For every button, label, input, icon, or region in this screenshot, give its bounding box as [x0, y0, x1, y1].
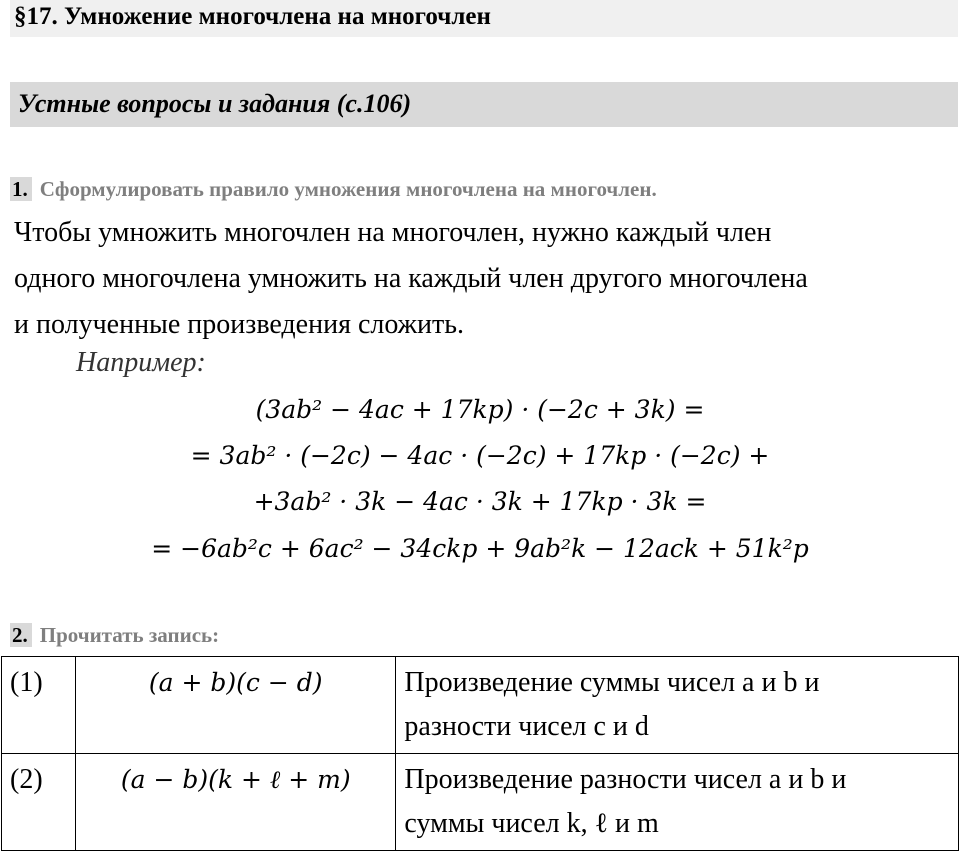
answer-line: одного многочлена умножить на каждый член другого многочлена	[14, 263, 808, 294]
answer-line: Чтобы умножить многочлен на многочлен, нужно каждый член	[14, 217, 772, 248]
expression-text: (a − b)(k + ℓ + m)	[120, 765, 351, 794]
expression-text: (a + b)(c − d)	[148, 668, 323, 697]
formula-line: = −6ab²c + 6ac² − 34ckp + 9ab²k − 12ack + 51k²p	[151, 534, 809, 563]
reading-line: Произведение суммы чисел a и b и	[404, 667, 820, 698]
question-2	[10, 622, 219, 648]
example-label: Например:	[76, 347, 206, 378]
subsection-title: Устные вопросы и задания (с.106)	[10, 82, 958, 127]
formula-line: = 3ab² · (−2c) − 4ac · (−2c) + 17kp · (−2c) +	[190, 441, 770, 470]
table-row	[2, 657, 959, 754]
answer-1	[14, 210, 954, 348]
question-1	[10, 176, 657, 202]
row-reading	[396, 657, 959, 754]
question-2-text: Прочитать запись:	[39, 623, 220, 647]
table-row	[2, 754, 959, 851]
row-reading	[396, 754, 959, 851]
question-1-number: 1.	[10, 177, 32, 201]
answer-line: и полученные произведения сложить.	[14, 309, 464, 340]
reading-line: Произведение разности чисел a и b и	[404, 764, 847, 795]
row-expression	[76, 657, 396, 754]
formula-line: +3ab² · 3k − 4ac · 3k + 17kp · 3k =	[253, 487, 707, 516]
question-2-number: 2.	[10, 623, 32, 647]
row-label: (1)	[2, 657, 76, 754]
row-expression	[76, 754, 396, 851]
question-1-text: Сформулировать правило умножения многочлена на многочлен.	[39, 177, 657, 201]
reading-table	[1, 656, 959, 851]
reading-line: разности чисел c и d	[404, 711, 649, 742]
reading-line: суммы чисел k, ℓ и m	[404, 808, 659, 839]
section-title: §17. Умножение многочлена на многочлен	[10, 0, 958, 37]
row-label: (2)	[2, 754, 76, 851]
formula-line: (3ab² − 4ac + 17kp) · (−2c + 3k) =	[255, 395, 705, 424]
